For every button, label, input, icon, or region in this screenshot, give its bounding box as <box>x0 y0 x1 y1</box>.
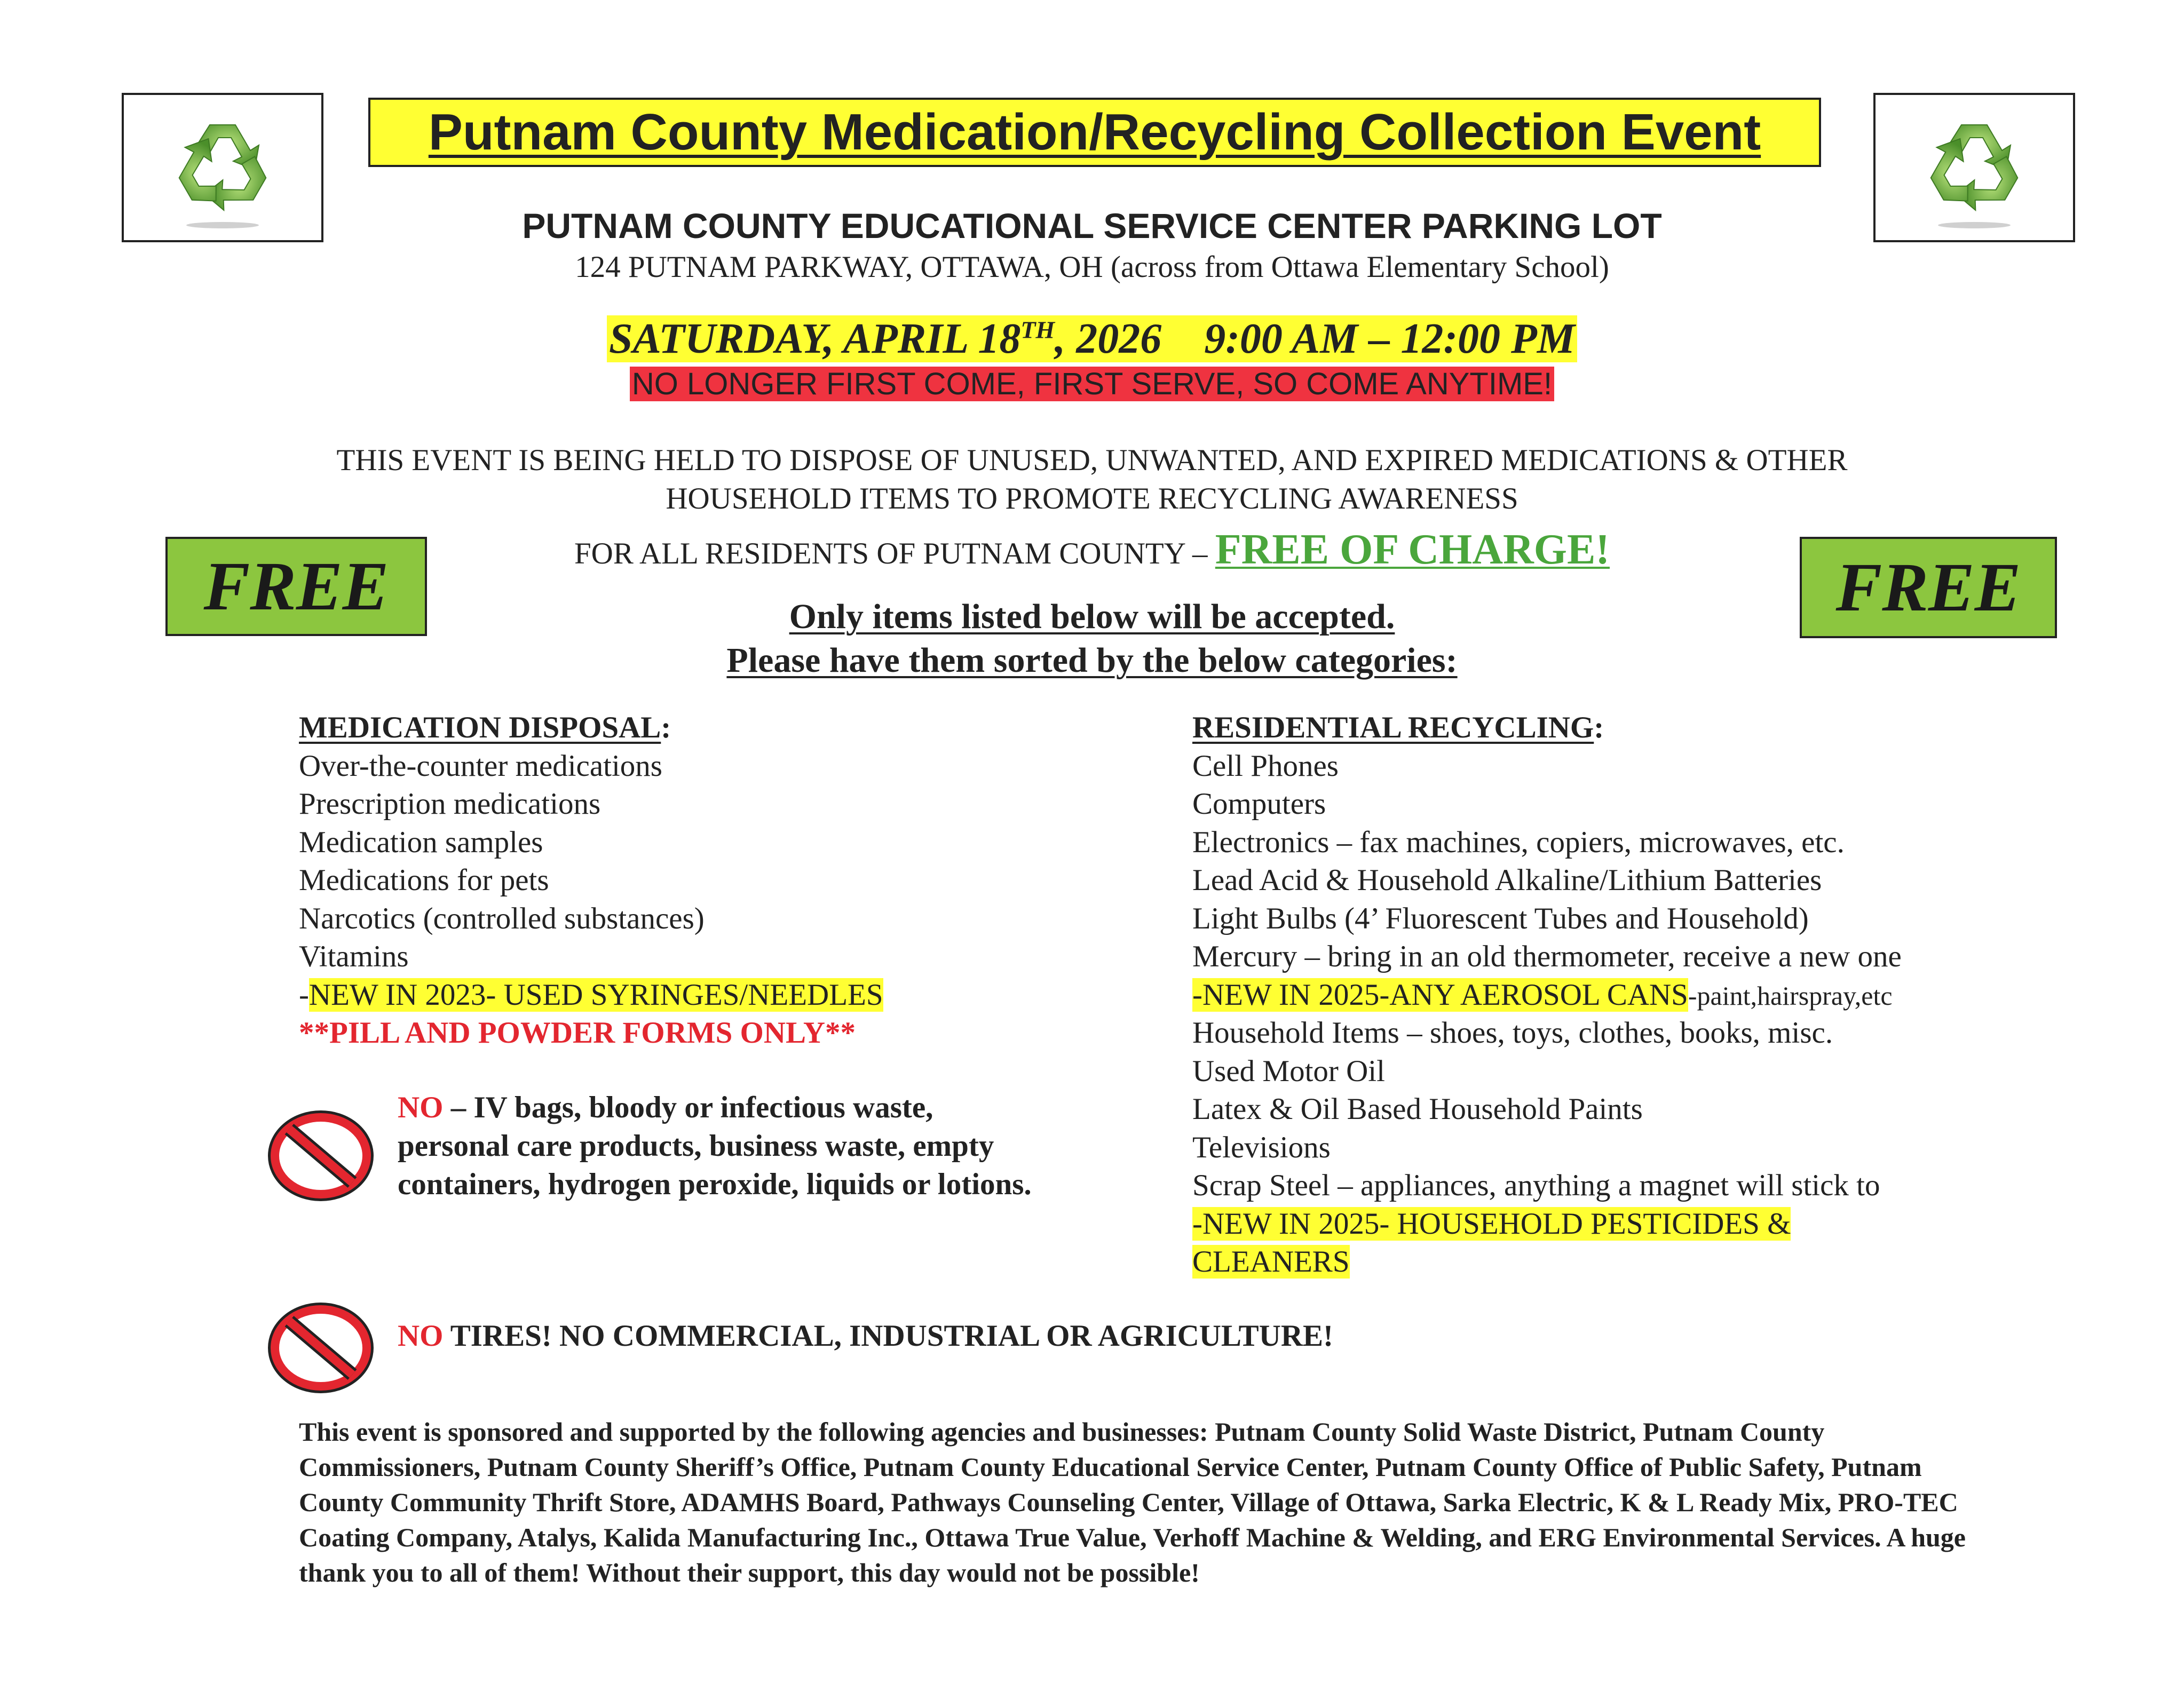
free-badge-left: FREE <box>165 537 427 636</box>
no-line3: containers, hydrogen peroxide, liquids or lotions. <box>398 1168 1032 1201</box>
free-of-charge: FREE OF CHARGE! <box>1215 526 1610 573</box>
purpose-line2: HOUSEHOLD ITEMS TO PROMOTE RECYCLING AWARENESS <box>666 482 1518 515</box>
prohibited-icon <box>265 1300 377 1396</box>
list-item: Over-the-counter medications <box>299 749 662 783</box>
venue-name: PUTNAM COUNTY EDUCATIONAL SERVICE CENTER PARKING LOT <box>522 206 1662 245</box>
list-item: Vitamins <box>299 940 409 973</box>
medication-heading-text: MEDICATION DISPOSAL <box>299 711 661 744</box>
list-item-new <box>1192 1205 1902 1243</box>
recycling-heading-text: RESIDENTIAL RECYCLING <box>1192 711 1594 744</box>
new-syringes-item: NEW IN 2023- USED SYRINGES/NEEDLES <box>308 978 883 1012</box>
medication-heading-colon: : <box>661 711 671 744</box>
free-badge-right: FREE <box>1800 537 2057 638</box>
venue-address: 124 PUTNAM PARKWAY, OTTAWA, OH (across from Ottawa Elementary School) <box>575 250 1609 284</box>
new-pesticides-line1: -NEW IN 2025- HOUSEHOLD PESTICIDES & <box>1192 1206 1791 1241</box>
prohibited-icon <box>265 1108 377 1204</box>
list-item: Household Items – shoes, toys, clothes, books, misc. <box>1192 1016 1833 1050</box>
list-item: Scrap Steel – appliances, anything a magnet will stick to <box>1192 1169 1880 1202</box>
list-item: Electronics – fax machines, copiers, microwaves, etc. <box>1192 825 1845 859</box>
list-item: Mercury – bring in an old thermometer, receive a new one <box>1192 940 1902 973</box>
date-year: , 2026 <box>1055 315 1162 362</box>
date-highlight <box>607 315 1577 362</box>
list-item: Lead Acid & Household Alkaline/Lithium Batteries <box>1192 863 1822 897</box>
sponsor-paragraph: This event is sponsored and supported by the following agencies and businesses: Putnam County Solid Waste District, Putnam County Commissioners, Putnam County Sheriff’s Office, Putnam County Educational Service Center, Putnam County Office of Public Safety, Putnam County Community Thrift Store, ADAMHS Board, Pathways Counseling Center, Village of Ottawa, Sarka Electric, K & L Ready Mix, PRO-TEC Coating Company, Atalys, Kalida Manufacturing Inc., Ottawa True Value, Verhoff Machine & Welding, and ERG Environmental Services. A huge thank you to all of them! Without their support, this day would not be possible! <box>299 1417 1966 1587</box>
recycling-heading <box>1192 709 1902 747</box>
date-ordinal: TH <box>1020 316 1055 344</box>
new-aerosol-item: -NEW IN 2025-ANY AEROSOL CANS <box>1192 978 1688 1012</box>
no-label: NO <box>398 1091 444 1124</box>
medication-column <box>299 709 883 1052</box>
recycling-heading-colon: : <box>1594 711 1604 744</box>
no-line2: personal care products, business waste, empty <box>398 1129 994 1163</box>
event-time: 9:00 AM – 12:00 PM <box>1204 315 1576 362</box>
list-item-new <box>299 976 883 1014</box>
event-date <box>0 315 2184 363</box>
no-items-text <box>398 1089 1032 1204</box>
purpose-line1: THIS EVENT IS BEING HELD TO DISPOSE OF UNUSED, UNWANTED, AND EXPIRED MEDICATIONS & OTHER <box>336 443 1848 477</box>
pill-note: **PILL AND POWDER FORMS ONLY** <box>299 1016 856 1050</box>
purpose-residents: FOR ALL RESIDENTS OF PUTNAM COUNTY – <box>574 537 1215 570</box>
list-item: Medications for pets <box>299 863 549 897</box>
list-item: Light Bulbs (4’ Fluorescent Tubes and Household) <box>1192 901 1809 935</box>
no-tires-detail: TIRES! NO COMMERCIAL, INDUSTRIAL OR AGRICULTURE! <box>443 1319 1334 1353</box>
notice-text: NO LONGER FIRST COME, FIRST SERVE, SO COME ANYTIME! <box>630 367 1554 401</box>
medication-heading <box>299 709 883 747</box>
page-title: Putnam County Medication/Recycling Collection Event <box>368 98 1821 167</box>
list-item: Used Motor Oil <box>1192 1054 1385 1088</box>
list-item: Computers <box>1192 787 1326 821</box>
recycling-column <box>1192 709 1902 1281</box>
list-item: Latex & Oil Based Household Paints <box>1192 1092 1643 1126</box>
date-day: SATURDAY, APRIL 18 <box>608 315 1021 362</box>
new-pesticides-line2: CLEANERS <box>1192 1245 1350 1279</box>
notice-line <box>0 366 2184 402</box>
list-item: Narcotics (controlled substances) <box>299 901 705 935</box>
aerosol-detail: -paint,hairspray,etc <box>1688 980 1893 1011</box>
instructions-line1: Only items listed below will be accepted. <box>789 597 1395 636</box>
no-tires-text <box>398 1317 1333 1355</box>
list-item-new <box>1192 1243 1902 1281</box>
no-line1: – IV bags, bloody or infectious waste, <box>443 1091 933 1124</box>
list-item: Cell Phones <box>1192 749 1339 783</box>
instructions-line2: Please have them sorted by the below categories: <box>726 641 1458 680</box>
no-tires-label: NO <box>398 1319 444 1353</box>
list-item: Medication samples <box>299 825 543 859</box>
new-prefix: - <box>299 978 309 1012</box>
list-item: Televisions <box>1192 1130 1331 1164</box>
list-item: Prescription medications <box>299 787 601 821</box>
list-item-new <box>1192 976 1902 1014</box>
